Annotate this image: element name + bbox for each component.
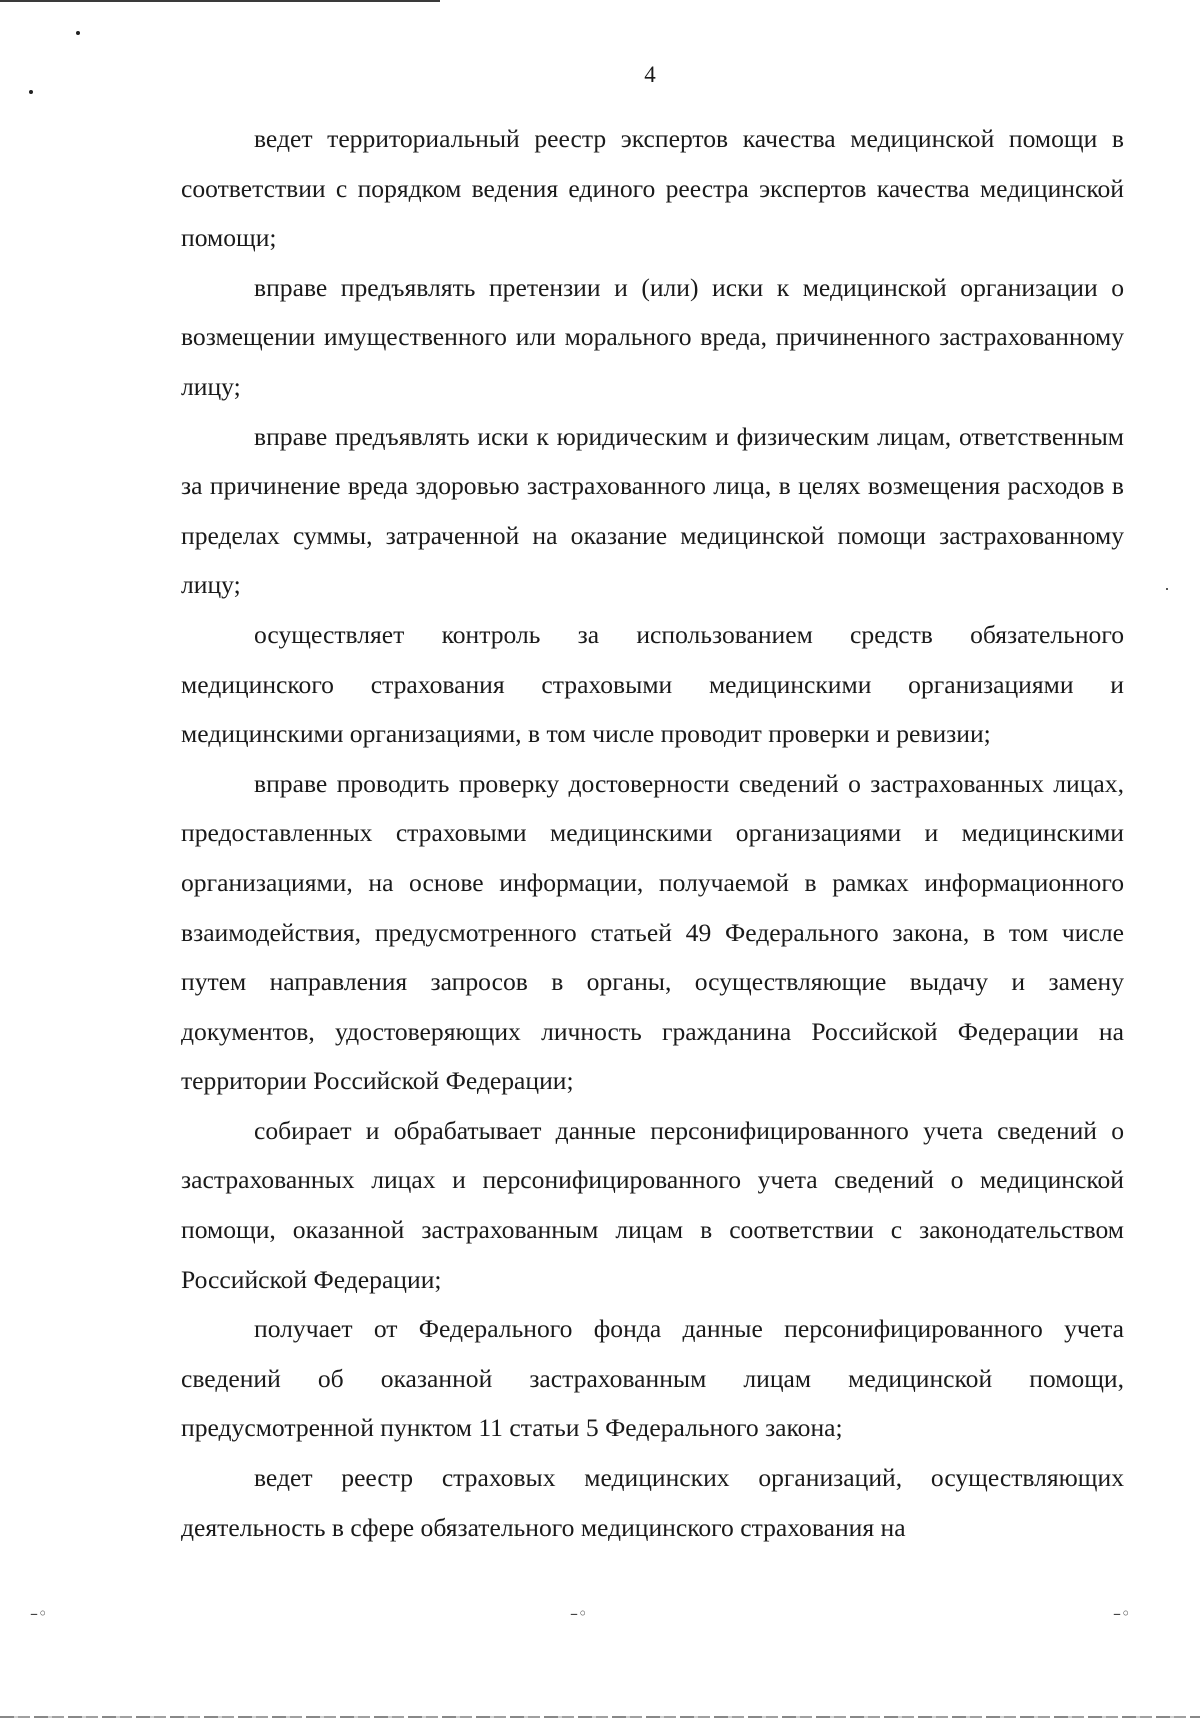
- scan-speck: [76, 31, 80, 35]
- paragraph: вправе предъявлять иски к юридическим и физическим лицам, ответственным за причинение вреда здоровью застрахованного лица, в целях возмещения расходов в пределах суммы, затраченной на оказание медицинской помощи застрахованному лицу;: [181, 421, 1124, 600]
- paragraph: ведет территориальный реестр экспертов качества медицинской помощи в соответствии с порядком ведения единого реестра экспертов качества медицинской помощи;: [181, 124, 1124, 253]
- paragraph: получает от Федерального фонда данные персонифицированного учета сведений об оказанной застрахованным лицам медицинской помощи, предусмотренной пунктом 11 статьи 5 Федерального закона;: [181, 1314, 1124, 1443]
- paragraph: ведет реестр страховых медицинских организаций, осуществляющих деятельность в сфере обязательного медицинского страхования на: [181, 1463, 1124, 1542]
- scan-speck: [1166, 588, 1168, 590]
- paragraph: осуществляет контроль за использованием средств обязательного медицинского страхования страховыми медицинскими организациями и медицинскими организациями, в том числе проводит проверки и ревизии;: [181, 619, 1124, 749]
- paragraph: вправе предъявлять претензии и (или) иски к медицинской организации о возмещении имущественного или морального вреда, причиненного застрахованному лицу;: [181, 272, 1124, 401]
- paragraph: собирает и обрабатывает данные персонифицированного учета сведений о застрахованных лицах и персонифицированного учета сведений о медицинской помощи, оказанной застрахованным лицам в соответствии с законодательством Российской Федерации;: [181, 1115, 1124, 1294]
- scan-binder-mark: –◦: [1113, 1604, 1131, 1623]
- scan-top-edge: [0, 0, 440, 2]
- scan-speck: [29, 90, 33, 94]
- page-number: 4: [644, 62, 656, 87]
- scan-binder-mark: –◦: [570, 1604, 588, 1623]
- scan-binder-mark: –◦: [30, 1604, 48, 1623]
- paragraph: вправе проводить проверку достоверности сведений о застрахованных лицах, предоставленных страховыми медицинскими организациями и медицинскими организациями, на основе информации, получаемой в рамках информационного взаимодействия, предусмотренного статьей 49 Федерального закона, в том числе путем направления запросов в органы, осуществляющие выдачу и замену документов, удостоверяющих личность гражданина Российской Федерации на территории Российской Федерации;: [181, 768, 1124, 1096]
- scan-bottom-edge: [0, 1716, 1200, 1718]
- document-body: [181, 114, 1124, 1552]
